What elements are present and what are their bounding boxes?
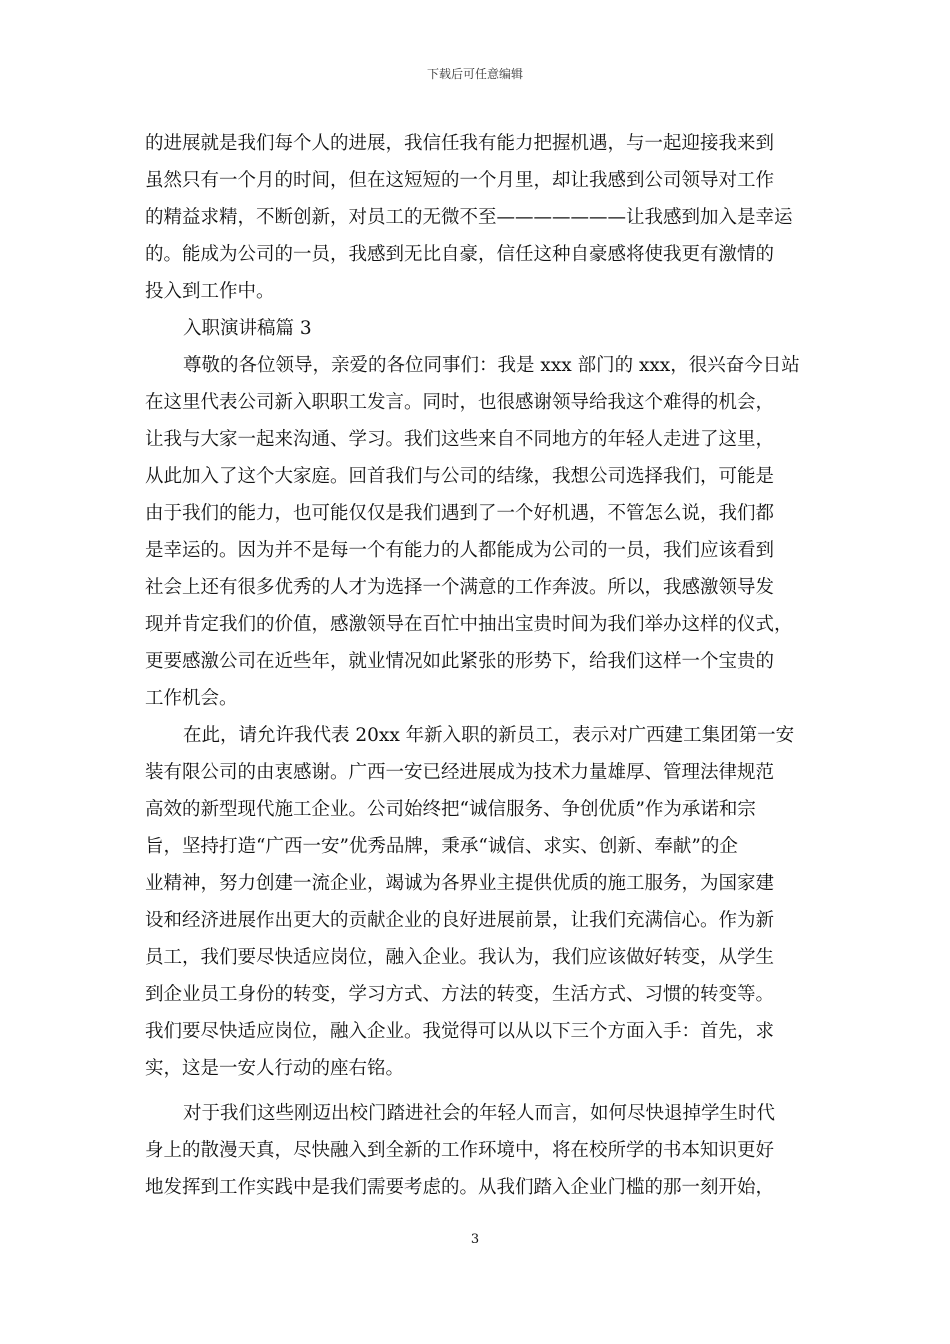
text-line: 在此，请允许我代表 20xx 年新入职的新员工，表示对广西建工集团第一安 [183,725,795,746]
text-line: 更要感激公司在近些年，就业情况如此紧张的形势下，给我们这样一个宝贵的 [145,651,775,672]
text-line: 高效的新型现代施工企业。公司始终把“诚信服务、争创优质”作为承诺和宗 [145,799,756,820]
text-line: 是幸运的。因为并不是每一个有能力的人都能成为公司的一员，我们应该看到 [145,540,775,561]
text-line: 工作机会。 [145,688,238,709]
text-line: 投入到工作中。 [145,281,275,302]
text-line: 尊敬的各位领导，亲爱的各位同事们：我是 xxx 部门的 xxx，很兴奋今日站 [183,355,800,376]
text-line: 装有限公司的由衷感谢。广西一安已经进展成为技术力量雄厚、管理法律规范 [145,762,775,783]
text-line: 地发挥到工作实践中是我们需要考虑的。从我们踏入企业门槛的那一刻开始， [145,1177,775,1198]
text-line: 旨，坚持打造“广西一安”优秀品牌，秉承“诚信、求实、创新、奉献”的企 [145,836,738,857]
text-line: 业精神，努力创建一流企业，竭诚为各界业主提供优质的施工服务，为国家建 [145,873,775,894]
text-line: 现并肯定我们的价值，感激领导在百忙中抽出宝贵时间为我们举办这样的仪式， [145,614,793,635]
text-line: 让我与大家一起来沟通、学习。我们这些来自不同地方的年轻人走进了这里， [145,429,775,450]
text-line: 我们要尽快适应岗位，融入企业。我觉得可以从以下三个方面入手：首先，求 [145,1021,775,1042]
text-line: 到企业员工身份的转变，学习方式、方法的转变，生活方式、习惯的转变等。 [145,984,775,1005]
text-line: 虽然只有一个月的时间，但在这短短的一个月里，却让我感到公司领导对工作 [145,170,775,191]
text-line: 的精益求精，不断创新，对员工的无微不至———————让我感到加入是幸运 [145,207,793,228]
text-line: 设和经济进展作出更大的贡献企业的良好进展前景，让我们充满信心。作为新 [145,910,775,931]
text-line: 对于我们这些刚迈出校门踏进社会的年轻人而言，如何尽快退掉学生时代 [183,1103,776,1124]
page-number: 3 [470,1232,480,1247]
page-header: 下载后可任意编辑 [426,67,523,81]
text-line: 从此加入了这个大家庭。回首我们与公司的结缘，我想公司选择我们，可能是 [145,466,775,487]
text-line: 的。能成为公司的一员，我感到无比自豪，信任这种自豪感将使我更有激情的 [145,244,775,265]
text-line: 员工，我们要尽快适应岗位，融入企业。我认为，我们应该做好转变，从学生 [145,947,775,968]
text-line: 社会上还有很多优秀的人才为选择一个满意的工作奔波。所以，我感激领导发 [145,577,775,598]
text-line: 在这里代表公司新入职职工发言。同时，也很感谢领导给我这个难得的机会， [145,392,775,413]
text-line: 由于我们的能力，也可能仅仅是我们遇到了一个好机遇，不管怎么说，我们都 [145,503,775,524]
section-heading: 入职演讲稿篇 3 [183,318,312,339]
text-line: 身上的散漫天真，尽快融入到全新的工作环境中，将在校所学的书本知识更好 [145,1140,775,1161]
text-line: 实，这是一安人行动的座右铭。 [145,1058,405,1079]
text-line: 的进展就是我们每个人的进展，我信任我有能力把握机遇，与一起迎接我来到 [145,133,775,154]
